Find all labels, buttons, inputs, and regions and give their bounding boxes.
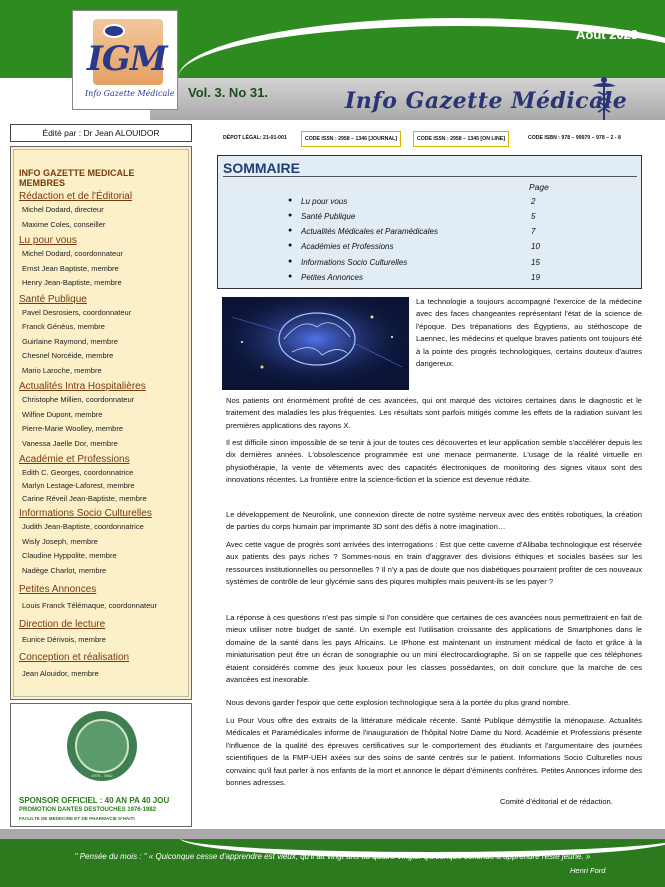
- sponsor-line: SPONSOR OFFICIEL : 40 AN PA 40 JOU: [19, 796, 170, 805]
- toc-entry-title: Lu pour vous: [301, 197, 348, 206]
- toc-entry-title: Petites Annonces: [301, 273, 363, 282]
- section-title-actualites: Actualités Intra Hospitalières: [19, 381, 146, 392]
- article-paragraph: La réponse à ces questions n'est pas simple si l'on considère que certaines de ces avancées nous permettraient en fait de mieux utiliser notre budget de santé. Un exemple est l'utilisation croissante des applications de Smartphones dans le domaine de la santé dans les pays Africains. Le IPhone est maintenant un instrument médical de facto et grâce à la miniaturisation peut être un écran de sonographie ou un mini électrocardiographe. Si on se rappelle que ces téléphones étaient considérés comme des jeux luxueux pour les classes possédantes, on doit conclure que la marche de ces avancées est inexorable.: [226, 613, 642, 685]
- toc-entry-page: 10: [531, 242, 540, 251]
- sponsor-faculty: FACULTE DE MEDECINE ET DE PHARMACIE D'HAITI: [19, 816, 135, 821]
- bullet-icon: ●: [288, 197, 293, 204]
- member: Judith Jean-Baptiste, coordonnatrice: [22, 522, 144, 531]
- technology-brain-image: [222, 297, 409, 390]
- member: Eunice Dérivois, membre: [22, 635, 106, 644]
- logo-subtitle: Info Gazette Médicale: [85, 89, 175, 98]
- issn-journal: CODE ISSN : 2958 – 1346 [JOURNAL]: [301, 131, 401, 147]
- member: Wilfine Dupont, membre: [22, 409, 103, 419]
- article-paragraph: La technologie a toujours accompagné l'exercice de la médecine avec des faces changeantes représentant l'état de la science de l'époque. Des trépanations des Égyptiens, au stéthoscope de Laennec, les médecins et quelque braves patients ont toujours été à la pointe des progrès technologiques, certains douteux d'autres dangereux.: [416, 297, 642, 369]
- member: Pavel Desrosiers, coordonnateur: [22, 307, 132, 317]
- bullet-icon: ●: [288, 258, 293, 265]
- toc-entry-page: 15: [531, 258, 540, 267]
- member: Ernst Jean Baptiste, membre: [22, 263, 119, 273]
- eye-icon: [103, 24, 125, 38]
- toc-entry-page: 5: [531, 212, 536, 221]
- member: Franck Généus, membre: [22, 322, 105, 331]
- toc-entry[interactable]: [288, 258, 618, 272]
- sponsor-box: [10, 703, 192, 827]
- toc-entry-page: 7: [531, 227, 536, 236]
- member: Marlyn Lestage-Laforest, membre: [22, 481, 135, 490]
- member: Mario Laroche, membre: [22, 365, 102, 375]
- member: Maxime Coles, conseiller: [22, 219, 106, 229]
- toc-entry-title: Académies et Professions: [301, 242, 394, 251]
- section-title-lu-pour-vous: Lu pour vous: [19, 235, 77, 246]
- issn-online: CODE ISSN : 2958 – 1345 [ON LINE]: [413, 131, 509, 147]
- identifiers-bar: [217, 131, 657, 147]
- member: Jean Alouidor, membre: [22, 669, 99, 678]
- toc-entry[interactable]: [288, 242, 618, 256]
- toc-entry[interactable]: [288, 212, 618, 226]
- members-title: INFO GAZETTE MEDICALE: [19, 168, 135, 178]
- toc-entry-title: Informations Socio Culturelles: [301, 258, 408, 267]
- monthly-quote: " Pensée du mois : " « Quiconque cesse d'apprendre est vieux, qu'il ait vingt ans ou quatre-vingts. Quiconque continue à apprendre reste jeune. »: [74, 852, 591, 861]
- section-title-conception: Conception et réalisation: [19, 652, 130, 663]
- bullet-icon: ●: [288, 212, 293, 219]
- article-paragraph: Avec cette vague de progrès sont arrivées des interrogations : Est que cette caverne d'Alibaba technologique est réservée aux patients des pays riches ? Sommes-nous en train d'aggraver des divisions éthiques et sociales basées sur les ressources institutionnelles ou personnelles ? Il n'y a pas de doute que nos diabétiques pourraient profiter de ces nouveaux systèmes de contrôle de leur glycémie sans des piqures multiples mais peuvent-ils se les payer ?: [226, 540, 642, 587]
- member: Vanessa Jaelle Dor, membre: [22, 438, 118, 448]
- seal-text: 1976 - 1982: [91, 773, 113, 778]
- logo: [72, 10, 178, 110]
- member: Michel Dodard, directeur: [22, 205, 104, 214]
- sponsor-promotion: PROMOTION DANTES DESTOUCHES 1976-1982: [19, 807, 156, 813]
- section-title-direction: Direction de lecture: [19, 619, 106, 630]
- member: Christophe Millien, coordonnateur: [22, 395, 135, 404]
- table-of-contents: [217, 155, 642, 289]
- section-title-editorial: Rédaction et de l'Éditorial: [19, 191, 133, 202]
- member: Louis Franck Télémaque, coordonnateur: [22, 601, 157, 610]
- bullet-icon: ●: [288, 242, 293, 249]
- toc-title: SOMMAIRE: [223, 160, 300, 176]
- members-panel: [10, 146, 192, 700]
- masthead-title: Info Gazette Médicale: [345, 88, 628, 114]
- article-paragraph: Nous devons garder l'espoir que cette explosion technologique sera à la portée du plus grand nombre.: [226, 698, 571, 707]
- article-signature: Comité d'éditorial et de rédaction.: [500, 797, 613, 806]
- divider: [223, 176, 637, 177]
- toc-entry-title: Santé Publique: [301, 212, 356, 221]
- bullet-icon: ●: [288, 227, 293, 234]
- caduceus-icon: [590, 76, 618, 122]
- member: Nadège Charlot, membre: [22, 565, 107, 575]
- promotion-seal: [67, 711, 137, 781]
- member: Henry Jean-Baptiste, membre: [22, 278, 122, 287]
- member: Michel Dodard, coordonnateur: [22, 249, 123, 258]
- article-paragraph: Le développement de Neurolink, une connexion directe de notre système nerveux avec des entités robotiques, la création de parties du corps humain par imprimante 3D sont des défis à notre imagination…: [226, 510, 642, 532]
- section-title-sante-publique: Santé Publique: [19, 293, 87, 305]
- editor-credit: Édité par : Dr Jean ALOUIDOR: [10, 124, 192, 142]
- article-paragraph: Nos patients ont énormément profité de ces avancées, qui ont marqué des victoires certaines dans le diagnostic et le traitement des maladies les plus fréquentes. Les résultats sont parfois mitigés comme les effets de la radiation suivant les premières applications des rayons X.: [226, 396, 642, 430]
- section-title-petites-annonces: Petites Annonces: [19, 584, 97, 595]
- article-paragraph: Il est difficile sinon impossible de se tenir à jour de toutes ces découvertes et leur application semble s'accélérer depuis les dix dernières années. L'obsolescence programmée est une menace permanente. L'usage de la réalité virtuelle en physiothérapie, la vente de vêtements avec des capacités électroniques de monitoring des signes vitaux sont des innovations récentes. La frontière entre la science-fiction et la science est devenue réduite.: [226, 438, 642, 485]
- issue-date: Aout 2023: [576, 27, 639, 42]
- member: Edith C. Georges, coordonnatrice: [22, 468, 134, 477]
- legal-deposit: DÉPOT LÉGAL: 21-01-001: [223, 135, 287, 141]
- logo-text: IGM: [87, 39, 167, 79]
- member: Carine Réveil Jean-Baptiste, membre: [22, 494, 147, 503]
- toc-entry-page: 2: [531, 197, 536, 206]
- article-paragraph: Lu Pour Vous offre des extraits de la littérature médicale récente. Santé Publique démystifie la ménopause. Actualités Médicales et Paramédicales informe de l'inauguration de l'hôpital Notre Dame du Nord. Académie et Professions présente l'influence de la qualité des épreuves certificatives sur le comportement des étudiants et l'argumentaire des journées scientifiques de la FMP-UEH axées sur des soins de santé centrés sur le patient. Informations Socio Culturelles nous convainc qu'il faut parler à nos enfants de la mort et annonce le départ d'éminents confrères. Petites Annonces informe des bonnes adresses.: [226, 716, 642, 788]
- member: Wisly Joseph, membre: [22, 536, 98, 546]
- seal-emblem: [75, 719, 129, 773]
- isbn: CODE ISBN : 978 – 99970 – 978 – 2 - 8: [528, 135, 621, 141]
- toc-entry-title: Actualités Médicales et Paramédicales: [301, 227, 438, 236]
- member: Claudine Hyppolite, membre: [22, 551, 117, 560]
- toc-entry-page: 19: [531, 273, 540, 282]
- section-title-academie: Académie et Professions: [19, 454, 130, 465]
- bullet-icon: ●: [288, 273, 293, 280]
- toc-entry[interactable]: [288, 273, 618, 287]
- member: Guirlaine Raymond, membre: [22, 336, 118, 346]
- toc-entry[interactable]: [288, 197, 618, 211]
- volume-number: Vol. 3. No 31.: [188, 85, 268, 100]
- members-subtitle: MEMBRES: [19, 178, 66, 188]
- member: Pierre-Marie Woolley, membre: [22, 424, 123, 433]
- section-title-socio-culturelles: Informations Socio Culturelles: [19, 508, 152, 519]
- toc-entry[interactable]: [288, 227, 618, 241]
- member: Chesnel Norcéide, membre: [22, 351, 114, 360]
- quote-author: Henri Ford: [570, 866, 606, 875]
- toc-page-label: Page: [529, 182, 549, 192]
